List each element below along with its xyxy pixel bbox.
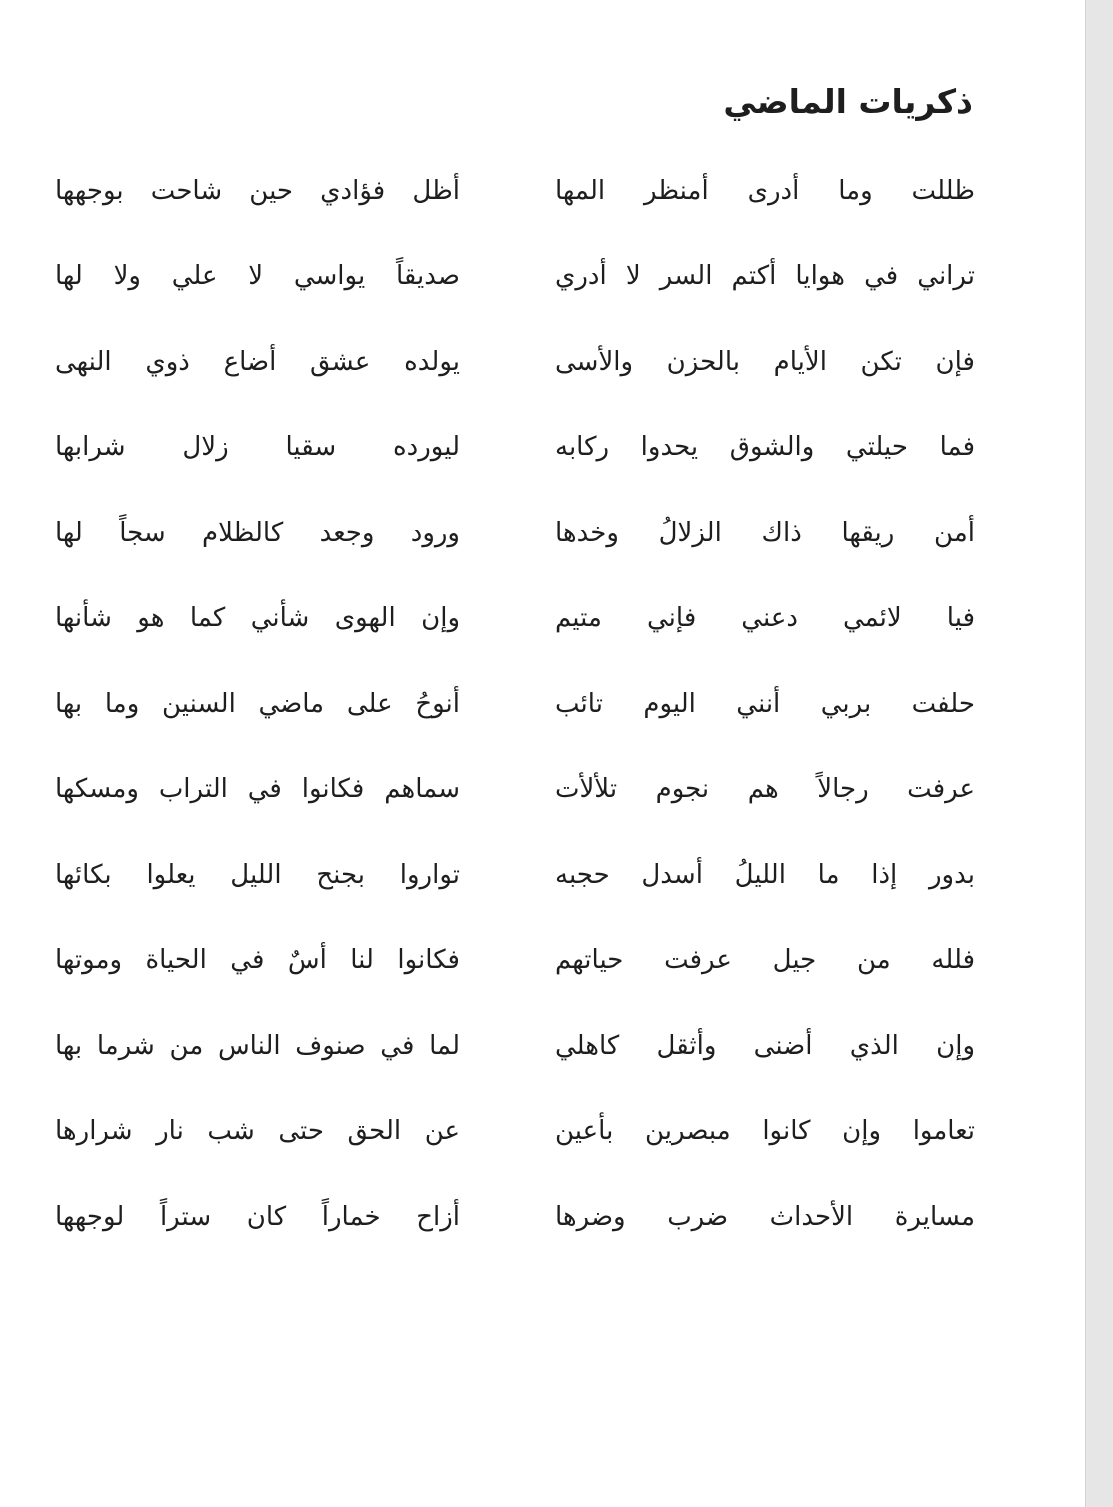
verse-second-half: أنوحُ على ماضي السنين وما بها: [55, 688, 460, 719]
verse-second-half: وإن الهوى شأني كما هو شأنها: [55, 603, 460, 634]
verse-first-half: وإن الذي أضنى وأثقل كاهلي: [555, 1030, 975, 1061]
verse-second-half: فكانوا لنا أسٌ في الحياة وموتها: [55, 945, 460, 976]
verse-first-half: أمن ريقها ذاك الزلالُ وخدها: [555, 517, 975, 548]
verse-first-half: فيا لائمي دعني فإني متيم: [555, 603, 975, 634]
verse-row: [40, 1089, 975, 1175]
poem-verses: [40, 148, 975, 1260]
verse-first-half: مسايرة الأحداث ضرب وضرها: [555, 1201, 975, 1232]
verse-row: [40, 319, 975, 405]
verse-second-half: ليورده سقيا زلال شرابها: [55, 432, 460, 463]
verse-row: [40, 832, 975, 918]
verse-row: [40, 405, 975, 491]
verse-row: [40, 576, 975, 662]
verse-row: [40, 234, 975, 320]
verse-second-half: يولده عشق أضاع ذوي النهى: [55, 346, 460, 377]
verse-second-half: لما في صنوف الناس من شرما بها: [55, 1030, 460, 1061]
verse-second-half: تواروا بجنح الليل يعلوا بكائها: [55, 859, 460, 890]
verse-first-half: بدور إذا ما الليلُ أسدل حجبه: [555, 859, 975, 890]
verse-second-half: عن الحق حتى شب نار شرارها: [55, 1116, 460, 1147]
verse-row: [40, 490, 975, 576]
page-edge: [1085, 0, 1113, 1507]
verse-first-half: فما حيلتي والشوق يحدوا ركابه: [555, 432, 975, 463]
verse-first-half: ظللت وما أدرى أمنظر المها: [555, 175, 975, 206]
verse-first-half: تعاموا وإن كانوا مبصرين بأعين: [555, 1116, 975, 1147]
verse-row: [40, 1003, 975, 1089]
verse-first-half: تراني في هوايا أكتم السر لا أدري: [555, 261, 975, 292]
verse-first-half: فلله من جيل عرفت حياتهم: [555, 945, 975, 976]
verse-second-half: أزاح خماراً كان ستراً لوجهها: [55, 1201, 460, 1232]
verse-second-half: سماهم فكانوا في التراب ومسكها: [55, 774, 460, 805]
verse-row: [40, 747, 975, 833]
verse-second-half: صديقاً يواسي لا علي ولا لها: [55, 261, 460, 292]
verse-second-half: أظل فؤادي حين شاحت بوجهها: [55, 175, 460, 206]
verse-row: [40, 918, 975, 1004]
verse-first-half: فإن تكن الأيام بالحزن والأسى: [555, 346, 975, 377]
poem-title: ذكريات الماضي: [723, 82, 973, 121]
verse-second-half: ورود وجعد كالظلام سجاً لها: [55, 517, 460, 548]
verse-row: [40, 148, 975, 234]
verse-first-half: حلفت بربي أنني اليوم تائب: [555, 688, 975, 719]
verse-row: [40, 661, 975, 747]
verse-row: [40, 1174, 975, 1260]
verse-first-half: عرفت رجالاً هم نجوم تلألأت: [555, 774, 975, 805]
